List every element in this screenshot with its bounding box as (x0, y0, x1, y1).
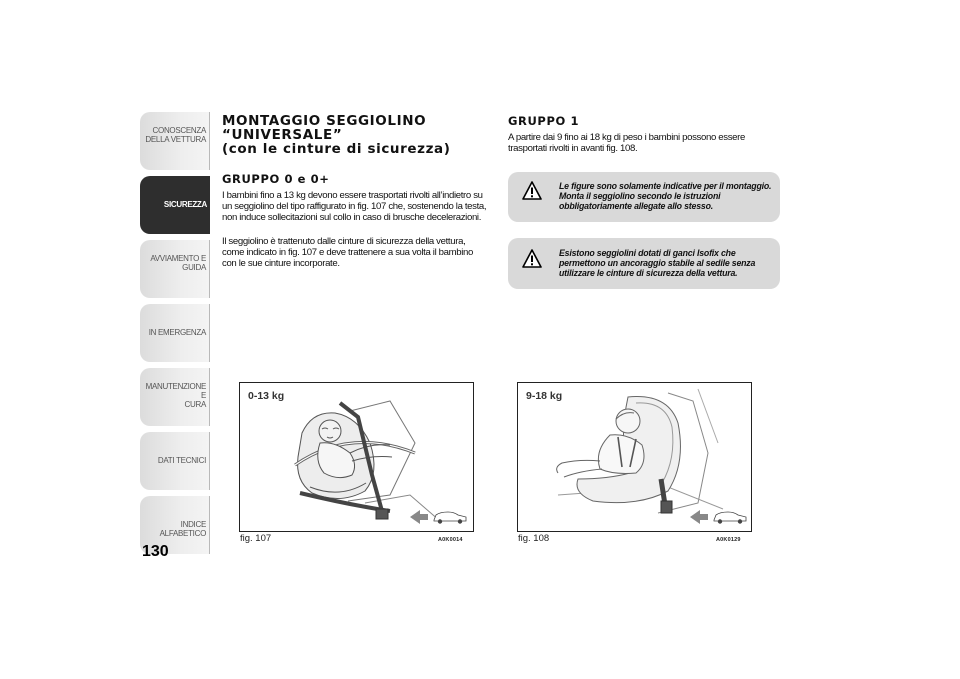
figure-108-code: A0K0129 (716, 537, 741, 543)
notice-text: Esistono seggiolini dotati di ganci Isofix che permettono un ancoraggio stabile al sedile senza utilizzare le cinture di sicurezza della vettura. (559, 248, 756, 278)
figure-weight-label: 0-13 kg (248, 390, 285, 402)
figure-108-caption: fig. 108 (518, 533, 550, 544)
page-number: 130 (142, 543, 169, 560)
notice-box-isofix (508, 238, 780, 289)
group-0-title: GRUPPO 0 e 0+ (222, 172, 330, 186)
figure-107-rear-facing-seat (239, 382, 474, 532)
group-1-paragraph: A partire dai 9 fino ai 18 kg di peso i bambini possono essere trasportati rivolti in avanti fig. 108. (508, 132, 745, 154)
group-0-paragraph-1: I bambini fino a 13 kg devono essere trasportati rivolti all’indietro su un seggiolino del tipo raffigurato in fig. 107 che, sostenendo la testa, non induce sollecitazioni sul collo in caso di brusche decelerazioni. (222, 190, 487, 223)
notice-box-figures (508, 172, 780, 222)
tab-avviamento-e-guida[interactable] (140, 240, 210, 298)
notice-text: Le figure sono solamente indicative per il montaggio. Monta il seggiolino secondo le istruzioni obbligatoriamente allegate allo stesso. (559, 181, 772, 211)
group-0-paragraph-2: Il seggiolino è trattenuto dalle cinture di sicurezza della vettura, come indicato in fig. 107 e deve trattenere a sua volta il bambino con le sue cinture incorporate. (222, 236, 474, 269)
section-title-line: MONTAGGIO SEGGIOLINO (222, 113, 427, 129)
tab-label: SICUREZZA (163, 200, 207, 209)
tab-label: AVVIAMENTO E GUIDA (150, 254, 206, 272)
tab-label: MANUTENZIONE E CURA (145, 382, 206, 409)
section-title-line: (con le cinture di sicurezza) (222, 141, 451, 157)
tab-label: CONOSCENZA DELLA VETTURA (145, 126, 206, 144)
section-title (222, 114, 482, 156)
figure-107-caption: fig. 107 (240, 533, 272, 544)
warning-triangle-icon (522, 181, 542, 201)
tab-label: IN EMERGENZA (148, 328, 206, 337)
warning-triangle-icon (522, 249, 542, 269)
figure-107-code: A0K0014 (438, 537, 463, 543)
tab-label: INDICE ALFABETICO (159, 520, 206, 538)
arrow-car-direction-icon (408, 507, 470, 527)
tab-manutenzione-e-cura[interactable] (140, 368, 210, 426)
tab-conoscenza-della-vettura[interactable] (140, 112, 210, 170)
tab-label: DATI TECNICI (157, 456, 206, 465)
figure-weight-label: 9-18 kg (526, 390, 563, 402)
figure-108-forward-facing-seat (517, 382, 752, 532)
group-1-title: GRUPPO 1 (508, 114, 580, 128)
arrow-car-direction-icon (688, 507, 750, 527)
tab-sicurezza[interactable] (140, 176, 210, 234)
tab-in-emergenza[interactable] (140, 304, 210, 362)
section-title-line: “UNIVERSALE” (222, 127, 343, 143)
tab-dati-tecnici[interactable] (140, 432, 210, 490)
